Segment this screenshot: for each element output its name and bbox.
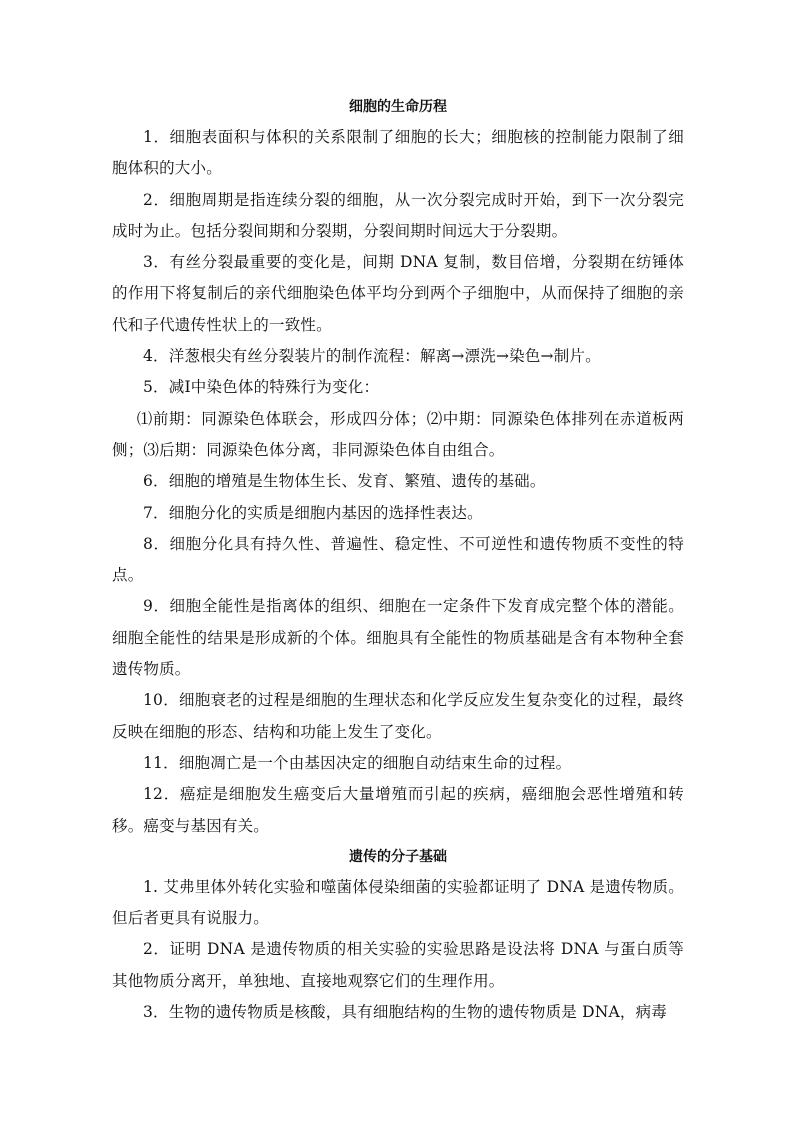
section-title-cell-life-history: 细胞的生命历程 xyxy=(349,99,447,115)
paragraph-1: 1．细胞表面积与体积的关系限制了细胞的长大；细胞核的控制能力限制了细胞体积的大小。 xyxy=(112,128,684,178)
paragraph-9: 9．细胞全能性是指离体的组织、细胞在一定条件下发育成完整个体的潜能。细胞全能性的结果是形成新的个体。细胞具有全能性的物质基础是含有本物种全套遗传物质。 xyxy=(112,597,684,679)
paragraph-genetics-3: 3．生物的遗传物质是核酸，具有细胞结构的生物的遗传物质是 DNA，病毒 xyxy=(143,1003,667,1022)
paragraph-10: 10．细胞衰老的过程是细胞的生理状态和化学反应发生复杂变化的过程，最终反映在细胞的形态、结构和功能上发生了变化。 xyxy=(112,691,684,741)
paragraph-6: 6．细胞的增殖是生物体生长、发育、繁殖、遗传的基础。 xyxy=(143,472,546,491)
paragraph-5: 5．减Ⅰ中染色体的特殊行为变化： xyxy=(143,378,380,397)
paragraph-genetics-1: 1. 艾弗里体外转化实验和噬菌体侵染细菌的实验都证明了 DNA 是遗传物质。但后者更具有说服力。 xyxy=(112,877,684,928)
paragraph-genetics-2: 2．证明 DNA 是遗传物质的相关实验的实验思路是设法将 DNA 与蛋白质等其他物质分离开，单独地、直接地观察它们的生理作用。 xyxy=(112,940,684,990)
paragraph-2: 2．细胞周期是指连续分裂的细胞，从一次分裂完成时开始，到下一次分裂完成时为止。包括分裂间期和分裂期，分裂间期时间远大于分裂期。 xyxy=(112,190,684,240)
paragraph-11: 11．细胞凋亡是一个由基因决定的细胞自动结束生命的过程。 xyxy=(143,753,572,772)
paragraph-12: 12．癌症是细胞发生癌变后大量增殖而引起的疾病，癌细胞会恶性增殖和转移。癌变与基因有关。 xyxy=(112,785,684,835)
paragraph-8: 8．细胞分化具有持久性、普遍性、稳定性、不可逆性和遗传物质不变性的特点。 xyxy=(112,534,684,585)
paragraph-5-detail: ⑴前期：同源染色体联会，形成四分体；⑵中期：同源染色体排列在赤道板两侧；⑶后期：同源染色体分离，非同源染色体自由组合。 xyxy=(112,409,684,459)
paragraph-7: 7．细胞分化的实质是细胞内基因的选择性表达。 xyxy=(143,503,483,522)
paragraph-3: 3．有丝分裂最重要的变化是，间期 DNA 复制，数目倍增，分裂期在纺锤体的作用下将复制后的亲代细胞染色体平均分到两个子细胞中，从而保持了细胞的亲代和子代遗传性状上的一致性。 xyxy=(112,253,684,334)
paragraph-4: 4．洋葱根尖有丝分裂装片的制作流程：解离→漂洗→染色→制片。 xyxy=(143,347,601,366)
document-page xyxy=(112,92,684,1028)
section-title-molecular-genetics: 遗传的分子基础 xyxy=(349,848,447,865)
